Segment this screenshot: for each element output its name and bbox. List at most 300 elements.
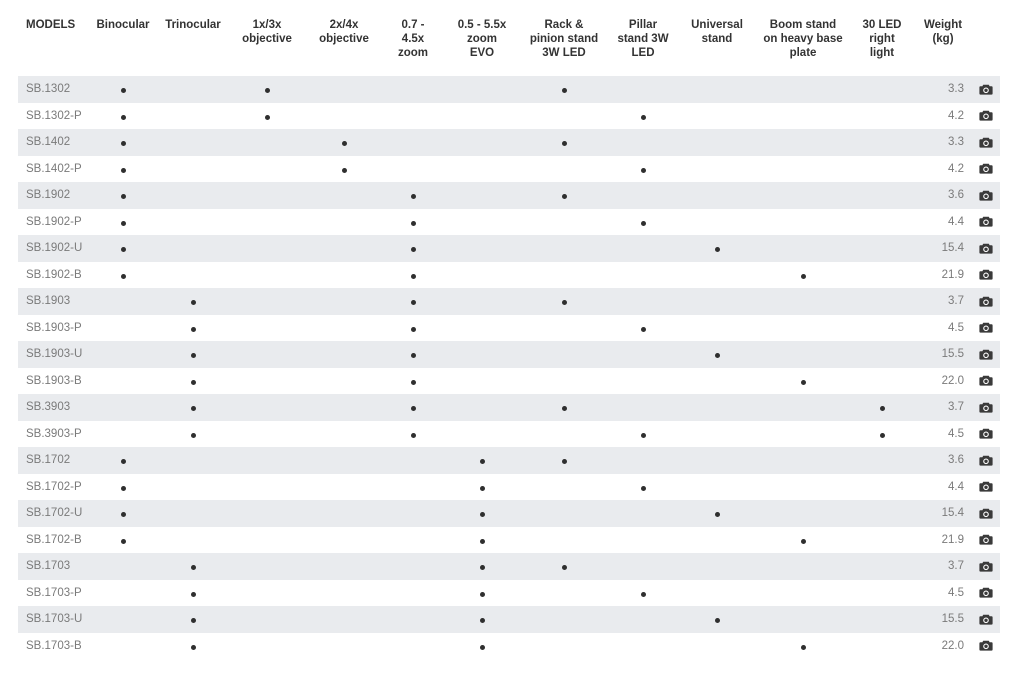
cell-trinocular <box>158 235 228 262</box>
feature-dot-icon <box>191 327 196 332</box>
photo-cell[interactable] <box>972 341 1000 368</box>
feature-dot-icon <box>191 380 196 385</box>
feature-dot-icon <box>641 486 646 491</box>
cell-boom <box>756 76 850 103</box>
cell-boom <box>756 156 850 183</box>
weight-value: 3.7 <box>948 401 964 414</box>
cell-zoom07 <box>382 209 444 236</box>
feature-dot-icon <box>121 512 126 517</box>
cell-obj1x3x <box>228 633 306 660</box>
table-row <box>18 341 1000 368</box>
feature-dot-icon <box>121 115 126 120</box>
cell-zoom07 <box>382 288 444 315</box>
cell-obj2x4x <box>306 447 382 474</box>
cell-binocular <box>88 341 158 368</box>
cell-rack <box>520 182 608 209</box>
feature-dot-icon <box>342 141 347 146</box>
model-name: SB.3903-P <box>26 427 82 440</box>
cell-obj2x4x <box>306 527 382 554</box>
cell-obj2x4x <box>306 580 382 607</box>
cell-obj2x4x <box>306 182 382 209</box>
cell-boom <box>756 262 850 289</box>
cell-pillar <box>608 156 678 183</box>
feature-dot-icon <box>121 88 126 93</box>
cell-boom <box>756 129 850 156</box>
feature-dot-icon <box>480 618 485 623</box>
camera-icon[interactable] <box>979 375 993 387</box>
cell-rack <box>520 262 608 289</box>
camera-icon[interactable] <box>979 269 993 281</box>
photo-cell[interactable] <box>972 580 1000 607</box>
table-row <box>18 129 1000 156</box>
cell-zoomevo <box>444 580 520 607</box>
cell-binocular <box>88 553 158 580</box>
weight-value: 15.4 <box>941 507 964 520</box>
cell-pillar <box>608 553 678 580</box>
cell-trinocular <box>158 209 228 236</box>
cell-rack <box>520 103 608 130</box>
feature-dot-icon <box>641 115 646 120</box>
table-row <box>18 606 1000 633</box>
table-row <box>18 580 1000 607</box>
header-zoom-07-45: 0.7 - 4.5x zoom <box>397 19 429 59</box>
photo-cell[interactable] <box>972 235 1000 262</box>
photo-cell[interactable] <box>972 368 1000 395</box>
photo-cell[interactable] <box>972 156 1000 183</box>
cell-boom <box>756 447 850 474</box>
cell-led30 <box>850 315 914 342</box>
weight-value: 15.4 <box>941 242 964 255</box>
feature-dot-icon <box>480 512 485 517</box>
photo-cell[interactable] <box>972 315 1000 342</box>
feature-dot-icon <box>411 327 416 332</box>
table-row <box>18 633 1000 660</box>
cell-zoomevo <box>444 606 520 633</box>
cell-obj1x3x <box>228 288 306 315</box>
cell-obj1x3x <box>228 209 306 236</box>
table-row <box>18 182 1000 209</box>
weight-value: 3.3 <box>948 83 964 96</box>
model-name: SB.1902-U <box>26 242 83 255</box>
feature-dot-icon <box>191 565 196 570</box>
cell-obj1x3x <box>228 315 306 342</box>
cell-zoomevo <box>444 500 520 527</box>
cell-zoom07 <box>382 394 444 421</box>
cell-pillar <box>608 394 678 421</box>
cell-led30 <box>850 633 914 660</box>
cell-pillar <box>608 580 678 607</box>
cell-zoom07 <box>382 182 444 209</box>
cell-obj2x4x <box>306 209 382 236</box>
cell-boom <box>756 633 850 660</box>
cell-rack <box>520 76 608 103</box>
weight-value: 3.6 <box>948 189 964 202</box>
cell-obj2x4x <box>306 394 382 421</box>
cell-zoom07 <box>382 156 444 183</box>
camera-icon[interactable] <box>979 295 993 307</box>
cell-obj2x4x <box>306 156 382 183</box>
cell-obj2x4x <box>306 474 382 501</box>
cell-led30 <box>850 182 914 209</box>
cell-universal <box>678 500 756 527</box>
header-binocular: Binocular <box>96 19 150 31</box>
cell-boom <box>756 368 850 395</box>
feature-dot-icon <box>121 539 126 544</box>
table-row <box>18 394 1000 421</box>
camera-icon[interactable] <box>979 587 993 599</box>
model-name: SB.1702-U <box>26 507 83 520</box>
table-row <box>18 288 1000 315</box>
photo-cell[interactable] <box>972 288 1000 315</box>
header-trinocular: Trinocular <box>165 19 221 31</box>
photo-cell[interactable] <box>972 103 1000 130</box>
cell-universal <box>678 209 756 236</box>
weight-value: 4.5 <box>948 321 964 334</box>
cell-trinocular <box>158 368 228 395</box>
feature-dot-icon <box>191 433 196 438</box>
cell-binocular <box>88 500 158 527</box>
feature-dot-icon <box>562 194 567 199</box>
cell-trinocular <box>158 341 228 368</box>
cell-zoom07 <box>382 527 444 554</box>
cell-zoom07 <box>382 368 444 395</box>
cell-pillar <box>608 421 678 448</box>
cell-trinocular <box>158 474 228 501</box>
photo-cell[interactable] <box>972 76 1000 103</box>
camera-icon[interactable] <box>979 640 993 652</box>
cell-pillar <box>608 103 678 130</box>
cell-pillar <box>608 262 678 289</box>
cell-boom <box>756 341 850 368</box>
feature-dot-icon <box>715 618 720 623</box>
cell-rack <box>520 527 608 554</box>
cell-obj1x3x <box>228 606 306 633</box>
feature-dot-icon <box>121 486 126 491</box>
photo-cell[interactable] <box>972 262 1000 289</box>
cell-zoomevo <box>444 394 520 421</box>
photo-cell[interactable] <box>972 394 1000 421</box>
cell-led30 <box>850 129 914 156</box>
table-row <box>18 474 1000 501</box>
camera-icon[interactable] <box>979 507 993 519</box>
weight-value: 21.9 <box>941 533 964 546</box>
feature-dot-icon <box>801 645 806 650</box>
photo-cell[interactable] <box>972 421 1000 448</box>
cell-obj2x4x <box>306 341 382 368</box>
table-row <box>18 209 1000 236</box>
photo-cell[interactable] <box>972 209 1000 236</box>
cell-universal <box>678 527 756 554</box>
cell-trinocular <box>158 527 228 554</box>
cell-zoom07 <box>382 474 444 501</box>
cell-led30 <box>850 580 914 607</box>
cell-led30 <box>850 368 914 395</box>
cell-rack <box>520 315 608 342</box>
cell-obj1x3x <box>228 156 306 183</box>
feature-dot-icon <box>562 406 567 411</box>
cell-pillar <box>608 182 678 209</box>
header-models: MODELS <box>26 19 76 31</box>
photo-cell[interactable] <box>972 182 1000 209</box>
cell-universal <box>678 606 756 633</box>
feature-dot-icon <box>411 194 416 199</box>
cell-binocular <box>88 156 158 183</box>
cell-trinocular <box>158 553 228 580</box>
cell-universal <box>678 103 756 130</box>
cell-boom <box>756 209 850 236</box>
feature-dot-icon <box>411 406 416 411</box>
weight-value: 21.9 <box>941 268 964 281</box>
photo-cell[interactable] <box>972 633 1000 660</box>
cell-led30 <box>850 553 914 580</box>
model-name: SB.1703-B <box>26 639 82 652</box>
cell-obj1x3x <box>228 527 306 554</box>
cell-rack <box>520 447 608 474</box>
cell-rack <box>520 394 608 421</box>
feature-dot-icon <box>191 592 196 597</box>
table-row <box>18 447 1000 474</box>
feature-dot-icon <box>480 539 485 544</box>
cell-zoom07 <box>382 315 444 342</box>
cell-universal <box>678 76 756 103</box>
camera-icon[interactable] <box>979 110 993 122</box>
cell-binocular <box>88 527 158 554</box>
camera-icon[interactable] <box>979 481 993 493</box>
table-row <box>18 156 1000 183</box>
camera-icon[interactable] <box>979 189 993 201</box>
feature-dot-icon <box>562 565 567 570</box>
cell-binocular <box>88 447 158 474</box>
cell-led30 <box>850 288 914 315</box>
cell-obj2x4x <box>306 235 382 262</box>
cell-binocular <box>88 580 158 607</box>
model-name: SB.1302-P <box>26 109 82 122</box>
camera-icon[interactable] <box>979 136 993 148</box>
model-name: SB.1402-P <box>26 162 82 175</box>
cell-obj2x4x <box>306 129 382 156</box>
cell-zoom07 <box>382 500 444 527</box>
cell-pillar <box>608 527 678 554</box>
cell-zoomevo <box>444 527 520 554</box>
camera-icon[interactable] <box>979 613 993 625</box>
camera-icon[interactable] <box>979 454 993 466</box>
photo-cell[interactable] <box>972 606 1000 633</box>
feature-dot-icon <box>562 88 567 93</box>
cell-zoom07 <box>382 262 444 289</box>
table-row <box>18 235 1000 262</box>
cell-led30 <box>850 527 914 554</box>
weight-value: 22.0 <box>941 639 964 652</box>
cell-boom <box>756 288 850 315</box>
model-name: SB.1903-B <box>26 374 82 387</box>
cell-pillar <box>608 288 678 315</box>
photo-cell[interactable] <box>972 447 1000 474</box>
model-name: SB.1903-U <box>26 348 83 361</box>
model-name: SB.1702-P <box>26 480 82 493</box>
cell-obj2x4x <box>306 103 382 130</box>
cell-universal <box>678 421 756 448</box>
photo-cell[interactable] <box>972 474 1000 501</box>
cell-zoom07 <box>382 553 444 580</box>
model-name: SB.1402 <box>26 136 71 149</box>
camera-icon[interactable] <box>979 216 993 228</box>
cell-universal <box>678 315 756 342</box>
cell-led30 <box>850 474 914 501</box>
cell-rack <box>520 606 608 633</box>
cell-trinocular <box>158 156 228 183</box>
cell-universal <box>678 580 756 607</box>
cell-trinocular <box>158 182 228 209</box>
cell-zoomevo <box>444 474 520 501</box>
cell-zoom07 <box>382 129 444 156</box>
feature-dot-icon <box>801 539 806 544</box>
cell-boom <box>756 606 850 633</box>
feature-dot-icon <box>265 88 270 93</box>
header-weight: Weight (kg) <box>923 19 963 45</box>
cell-pillar <box>608 447 678 474</box>
table-header <box>18 16 1000 76</box>
camera-icon[interactable] <box>979 401 993 413</box>
cell-obj2x4x <box>306 633 382 660</box>
cell-binocular <box>88 76 158 103</box>
cell-led30 <box>850 262 914 289</box>
camera-icon[interactable] <box>979 163 993 175</box>
feature-dot-icon <box>411 380 416 385</box>
cell-led30 <box>850 500 914 527</box>
feature-dot-icon <box>641 433 646 438</box>
weight-value: 4.4 <box>948 215 964 228</box>
cell-obj1x3x <box>228 474 306 501</box>
weight-value: 4.5 <box>948 427 964 440</box>
cell-pillar <box>608 500 678 527</box>
header-30-led-light: 30 LED right light <box>862 19 902 59</box>
cell-rack <box>520 129 608 156</box>
cell-led30 <box>850 76 914 103</box>
cell-trinocular <box>158 580 228 607</box>
table-row <box>18 500 1000 527</box>
cell-trinocular <box>158 421 228 448</box>
feature-dot-icon <box>480 486 485 491</box>
header-objective-1x3x: 1x/3x objective <box>242 19 292 45</box>
cell-obj2x4x <box>306 262 382 289</box>
cell-trinocular <box>158 606 228 633</box>
camera-icon[interactable] <box>979 534 993 546</box>
header-photo <box>972 16 1000 76</box>
photo-cell[interactable] <box>972 553 1000 580</box>
feature-dot-icon <box>480 565 485 570</box>
cell-zoom07 <box>382 447 444 474</box>
cell-obj1x3x <box>228 580 306 607</box>
cell-zoomevo <box>444 288 520 315</box>
cell-rack <box>520 500 608 527</box>
feature-dot-icon <box>480 592 485 597</box>
feature-dot-icon <box>801 380 806 385</box>
camera-icon[interactable] <box>979 242 993 254</box>
weight-value: 15.5 <box>941 613 964 626</box>
feature-dot-icon <box>562 300 567 305</box>
cell-led30 <box>850 421 914 448</box>
cell-rack <box>520 421 608 448</box>
camera-icon[interactable] <box>979 348 993 360</box>
cell-zoomevo <box>444 341 520 368</box>
cell-pillar <box>608 129 678 156</box>
cell-zoomevo <box>444 262 520 289</box>
weight-value: 3.3 <box>948 136 964 149</box>
camera-icon[interactable] <box>979 560 993 572</box>
cell-binocular <box>88 182 158 209</box>
feature-dot-icon <box>121 274 126 279</box>
camera-icon[interactable] <box>979 428 993 440</box>
feature-dot-icon <box>121 168 126 173</box>
cell-trinocular <box>158 500 228 527</box>
table-row <box>18 368 1000 395</box>
table-row <box>18 103 1000 130</box>
cell-zoomevo <box>444 129 520 156</box>
feature-dot-icon <box>265 115 270 120</box>
cell-obj1x3x <box>228 103 306 130</box>
cell-zoomevo <box>444 368 520 395</box>
feature-dot-icon <box>801 274 806 279</box>
feature-dot-icon <box>191 645 196 650</box>
header-pillar-stand: Pillar stand 3W LED <box>617 19 669 59</box>
feature-dot-icon <box>411 221 416 226</box>
cell-zoomevo <box>444 553 520 580</box>
cell-binocular <box>88 288 158 315</box>
photo-cell[interactable] <box>972 129 1000 156</box>
feature-dot-icon <box>715 353 720 358</box>
cell-rack <box>520 341 608 368</box>
table-row <box>18 553 1000 580</box>
cell-zoomevo <box>444 633 520 660</box>
cell-obj1x3x <box>228 182 306 209</box>
feature-dot-icon <box>191 300 196 305</box>
cell-trinocular <box>158 394 228 421</box>
cell-obj1x3x <box>228 235 306 262</box>
model-name: SB.1703-P <box>26 586 82 599</box>
weight-value: 4.2 <box>948 162 964 175</box>
cell-obj1x3x <box>228 394 306 421</box>
camera-icon[interactable] <box>979 322 993 334</box>
feature-dot-icon <box>411 300 416 305</box>
feature-dot-icon <box>715 247 720 252</box>
cell-universal <box>678 288 756 315</box>
cell-boom <box>756 103 850 130</box>
cell-obj2x4x <box>306 288 382 315</box>
cell-rack <box>520 235 608 262</box>
header-boom-stand: Boom stand on heavy base plate <box>763 19 843 59</box>
cell-binocular <box>88 103 158 130</box>
header-zoom-evo: 0.5 - 5.5x zoom EVO <box>457 19 507 59</box>
weight-value: 3.6 <box>948 454 964 467</box>
feature-dot-icon <box>411 274 416 279</box>
cell-universal <box>678 341 756 368</box>
cell-zoomevo <box>444 76 520 103</box>
cell-pillar <box>608 606 678 633</box>
cell-universal <box>678 553 756 580</box>
feature-dot-icon <box>562 141 567 146</box>
camera-icon[interactable] <box>979 83 993 95</box>
photo-cell[interactable] <box>972 500 1000 527</box>
cell-boom <box>756 421 850 448</box>
photo-cell[interactable] <box>972 527 1000 554</box>
cell-trinocular <box>158 262 228 289</box>
weight-value: 4.4 <box>948 480 964 493</box>
cell-universal <box>678 368 756 395</box>
cell-led30 <box>850 447 914 474</box>
cell-obj2x4x <box>306 76 382 103</box>
cell-rack <box>520 633 608 660</box>
cell-obj2x4x <box>306 368 382 395</box>
